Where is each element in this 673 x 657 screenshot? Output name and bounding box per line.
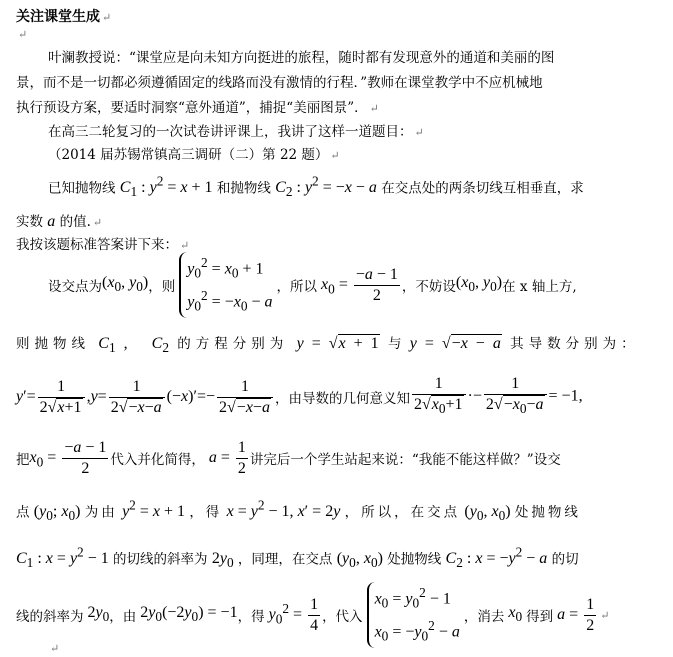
problem-text: 已知抛物线: [48, 180, 116, 197]
solution-text: 则抛物线: [16, 336, 90, 352]
math-c2-x: $C_2$ : $x = -y^2 - a$: [445, 545, 548, 571]
solution-text: 其导数分别为：: [510, 336, 640, 352]
document-title: [16, 6, 111, 26]
math-2y0: $2y_0$: [211, 550, 234, 571]
math-c2: $C_2$ : $y^2 = -x - a$: [275, 174, 377, 200]
paragraph-mark: ↵: [92, 216, 103, 229]
solution-line-4: [16, 434, 561, 482]
solution-line-2: [16, 332, 640, 356]
solution-text: ，由导数的几何意义知: [274, 391, 410, 407]
solution-text: 处抛物线: [387, 551, 442, 568]
solution-text: ，消去: [463, 609, 505, 625]
math-perpendicular: $\frac{1}{2√x_0+1}$ ·− $\frac{1}{2√-x_0-a}$ = −1,: [413, 375, 583, 417]
paragraph-mark: ↵: [414, 126, 424, 139]
math-sqrt-2: y = √−x − a: [409, 335, 501, 352]
source-text: （2014 届苏锡常镇高三调研（二）第 22 题）: [48, 147, 329, 163]
paragraph-mark: ↵: [50, 642, 60, 655]
math-c1-eq: $y^2 = x + 1$: [122, 498, 186, 521]
solution-text: 在 x 轴上方,: [502, 279, 577, 295]
math-x0-elim: $x_0$: [508, 604, 523, 625]
intro-line-2: [16, 71, 543, 91]
paragraph-mark: ↵: [330, 149, 340, 162]
paragraph-mark: ↵: [18, 28, 28, 41]
intro-line-1: [48, 46, 554, 66]
solution-text: 的切: [551, 551, 579, 568]
solution-text: ，不妨设: [401, 279, 456, 295]
solution-text: ，代入: [322, 609, 363, 625]
paragraph-mark: ↵: [180, 239, 190, 252]
problem-text: 实数: [16, 214, 43, 230]
answer-intro: [16, 233, 189, 253]
math-system: $y_0^2 = x_0 + 1$ $y_0^2 = -x_0 - a$: [179, 252, 272, 317]
math-c1-x: $C_1$ : $x = y^2 - 1$: [16, 545, 109, 571]
math-a: a: [47, 213, 56, 230]
solution-text: ，则: [148, 279, 176, 295]
solution-text: 设交点为: [48, 279, 102, 295]
solution-text: 点: [16, 504, 30, 521]
solution-text: ，所以: [276, 279, 318, 295]
solution-text: ，得: [189, 504, 223, 521]
solution-text: 线的斜率为: [16, 609, 84, 625]
solution-line-5: [16, 498, 581, 525]
solution-text: 的方程分别为: [177, 336, 289, 352]
math-2y0: $2y_0$: [83, 604, 110, 625]
math-deriv-c1: $x = y^2 - 1$, x′ = 2y: [226, 498, 341, 521]
paragraph-mark: ↵: [369, 102, 379, 115]
solution-text: 讲完后一个学生站起来说：“我能不能这样做？”设交: [249, 452, 561, 468]
solution-line-3: [16, 372, 583, 422]
math-point-swap: ($y_0$, $x_0$): [336, 550, 383, 571]
problem-text: 在交点处的两条切线互相垂直，求: [381, 180, 584, 197]
solution-text: 的切线的斜率为: [113, 551, 208, 568]
solution-text: 得到: [526, 609, 554, 625]
problem-line-2: [16, 210, 102, 231]
solution-line-1: [48, 255, 577, 314]
paragraph-mark: ↵: [102, 11, 112, 24]
answer-intro-text: 我按该题标准答案讲下来：: [16, 237, 178, 253]
problem-line-1: [48, 174, 584, 201]
solution-text: 与: [387, 336, 402, 352]
paragraph-mark: ↵: [600, 608, 610, 622]
math-point: ($x_0$, $y_0$): [455, 274, 503, 295]
math-y0-sq: $y_0^2$ = $\frac{1}{4}$: [268, 595, 319, 634]
solution-text: 代入并化简得，: [110, 452, 205, 468]
math-point: ($x_0$, $y_0$): [102, 274, 149, 295]
math-sqrt-1: y = √x + 1: [296, 335, 379, 352]
math-derivatives: y′= $\frac{1}{2√x+1}$ ,y= $\frac{1}{2√-x-a}$ (−x)′=− $\frac{1}{2√-x-a}$: [16, 377, 275, 418]
solution-text: 把: [16, 452, 30, 468]
context-line: [48, 120, 424, 140]
blank-line-end: [48, 640, 59, 656]
math-product: $2y_0(-2y_0) = -1$: [136, 604, 238, 625]
solution-line-6: [16, 545, 579, 572]
solution-text: ，得: [237, 609, 265, 625]
solution-line-7: [16, 585, 610, 644]
solution-text: ，所以，在交点: [344, 504, 461, 521]
problem-text: 和抛物线: [216, 180, 271, 197]
math-c1: $C_1$ : $y^2 = x + 1$: [119, 174, 213, 200]
intro-line-3: [16, 96, 379, 116]
problem-text: 的值.: [59, 214, 91, 230]
math-point-swap: ($y_0$, $x_0$): [464, 503, 511, 524]
math-point-swap: ($y_0$; $x_0$): [33, 503, 81, 524]
solution-text: 为由: [84, 504, 118, 521]
math-c1-c2: $C_1$ , $C_2$: [98, 335, 169, 356]
intro-text: 执行预设方案，要适时洞察“意外通道”，捕捉“美丽图景”．: [16, 100, 368, 116]
solution-text: ，同理，在交点: [237, 551, 333, 568]
context-text: 在高三二轮复习的一次试卷讲评课上，我讲了这样一道题目：: [48, 124, 413, 140]
solution-text: ，由: [109, 609, 137, 625]
source-line: [48, 143, 340, 163]
title-text: 关注课堂生成: [16, 9, 100, 25]
intro-text: 景，而不是一切都必须遵循固定的线路而没有激情的行程．”教师在课堂教学中不应机械地: [16, 75, 543, 91]
blank-line: [16, 26, 27, 42]
math-x0: $x_0$ = $\frac{-a - 1}{2}$: [321, 265, 398, 304]
math-a-half: a = $\frac{1}{2}$: [208, 438, 246, 477]
intro-text: 叶澜教授说：“课堂应是向未知方向挺进的旅程，随时都有发现意外的通道和美丽的图: [48, 50, 555, 66]
math-a-result: a = $\frac{1}{2}$: [557, 595, 595, 634]
math-system-2: $x_0 = y_0^2 - 1$ $x_0 = -y_0^2 - a$: [367, 582, 460, 647]
math-x0-sub: $x_0$ = $\frac{-a - 1}{2}$: [29, 438, 107, 477]
solution-text: 处抛物线: [514, 504, 581, 521]
